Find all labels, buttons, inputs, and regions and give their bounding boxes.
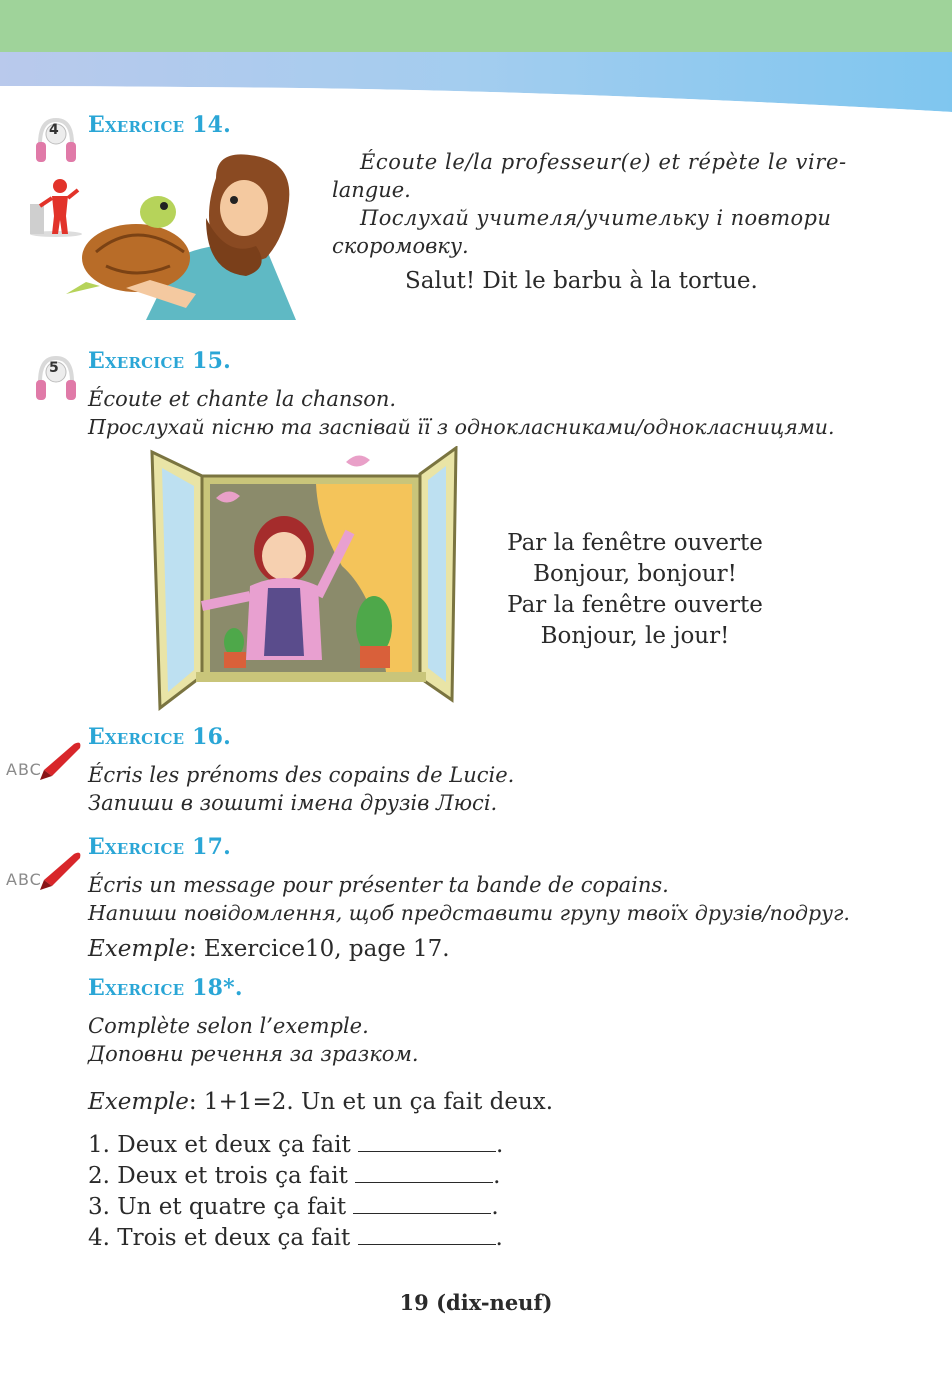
item-text: 1. Deux et deux ça fait [88, 1132, 359, 1158]
exercise-number: 18*. [192, 975, 243, 1001]
exercise-item [88, 1160, 500, 1192]
lyric-line: Bonjour, le jour! [540, 623, 730, 649]
exercise-15-title [88, 348, 231, 374]
item-text: 2. Deux et trois ça fait [88, 1163, 356, 1189]
lyric-line: Par la fenêtre ouverte [507, 592, 763, 618]
page-number-digit: 19 [399, 1290, 429, 1315]
exercise-16-title [88, 724, 231, 750]
item-end: . [496, 1132, 504, 1158]
exercise-17-title [88, 834, 231, 860]
example-label: Exemple [88, 1089, 189, 1115]
exercise-number: 17. [192, 834, 231, 860]
ex15-instruction-uk: Прослухай пісню та заспівай її з однокласниками/однокласницями. [88, 415, 835, 439]
exercise-item [88, 1129, 503, 1161]
ex15-instruction-fr: Écoute et chante la chanson. [88, 387, 397, 411]
ex18-instruction-uk: Доповни речення за зразком. [88, 1042, 419, 1066]
exercise-number: 14. [192, 112, 231, 138]
exercise-word: Exercice [88, 975, 185, 1001]
ex18-example [88, 1087, 553, 1118]
ex14-instruction-uk-2: скоромовку. [332, 234, 469, 258]
ex16-instruction-uk: Запиши в зошиті імена друзів Люсі. [88, 791, 498, 815]
item-end: . [495, 1225, 503, 1251]
page-number [0, 1290, 952, 1315]
exercise-18-title [88, 975, 243, 1001]
item-end: . [493, 1163, 501, 1189]
page-number-word: (dix-neuf) [436, 1290, 553, 1315]
lyric-line: Par la fenêtre ouverte [507, 530, 763, 556]
ex18-instruction-fr: Complète selon l’exemple. [88, 1014, 369, 1038]
ex17-example [88, 934, 450, 965]
answer-blank[interactable] [358, 1222, 496, 1245]
item-text: 3. Un et quatre ça fait [88, 1194, 354, 1220]
exercise-item [88, 1222, 503, 1254]
example-label: Exemple [88, 936, 189, 962]
exercise-word: Exercice [88, 724, 185, 750]
answer-blank[interactable] [353, 1191, 491, 1214]
writing-pen-icon [4, 738, 86, 784]
abc-label: ABC [6, 760, 42, 779]
answer-blank[interactable] [358, 1129, 496, 1152]
girl-window-illustration [146, 446, 462, 716]
exercise-number: 16. [192, 724, 231, 750]
headphones-icon [34, 352, 78, 404]
exercise-word: Exercice [88, 834, 185, 860]
abc-label: ABC [6, 870, 42, 889]
exercise-item [88, 1191, 499, 1223]
ex14-instruction-fr-1: Écoute le/la professeur(e) et répète le vire- [360, 150, 847, 174]
song-lyrics [480, 528, 790, 652]
item-end: . [491, 1194, 499, 1220]
writing-pen-icon [4, 848, 86, 894]
track-number: 5 [49, 360, 59, 376]
example-text: : Exercice10, page 17. [188, 936, 450, 962]
exercise-number: 15. [192, 348, 231, 374]
exercise-14-title [88, 112, 231, 138]
bearded-man-tortoise-illustration [66, 148, 326, 320]
lyric-line: Bonjour, bonjour! [533, 561, 737, 587]
track-number: 4 [49, 122, 59, 138]
answer-blank[interactable] [355, 1160, 493, 1183]
item-text: 4. Trois et deux ça fait [88, 1225, 358, 1251]
example-text: : 1+1=2. Un et un ça fait deux. [188, 1089, 554, 1115]
tongue-twister: Salut! Dit le barbu à la tortue. [405, 268, 758, 294]
ex14-instruction-uk-1: Послухай учителя/учительку і повтори [360, 206, 832, 230]
exercise-word: Exercice [88, 112, 185, 138]
header-band [0, 0, 952, 120]
ex17-instruction-fr: Écris un message pour présenter ta bande de copains. [88, 873, 669, 897]
ex16-instruction-fr: Écris les prénoms des copains de Lucie. [88, 763, 515, 787]
exercise-word: Exercice [88, 348, 185, 374]
ex17-instruction-uk: Напиши повідомлення, щоб представити групу твоїх друзів/подруг. [88, 901, 850, 925]
ex14-instruction-fr-2: langue. [332, 178, 411, 202]
